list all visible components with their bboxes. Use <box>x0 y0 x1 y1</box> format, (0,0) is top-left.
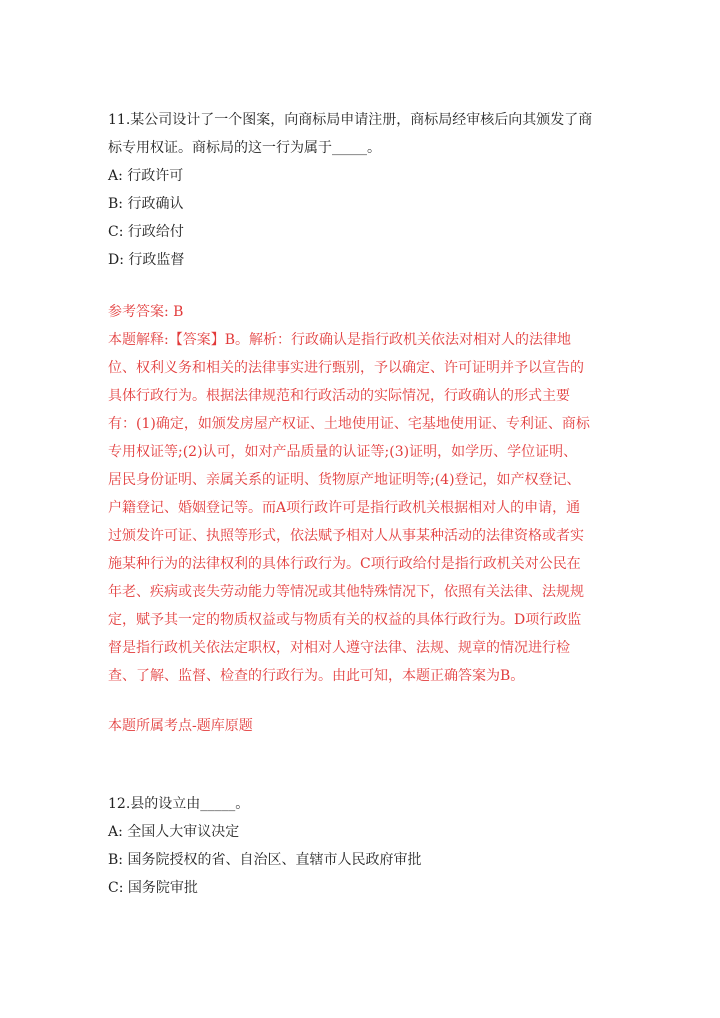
question-11-option-a: A: 行政许可 <box>108 168 184 184</box>
question-12-option-c: C: 国务院审批 <box>108 880 198 896</box>
explanation <box>108 326 608 690</box>
question-12-option-a: A: 全国人大审议决定 <box>108 824 240 840</box>
explanation-line: 定，赋予其一定的物质权益或与物质有关的权益的具体行政行为。D项行政监 <box>108 612 582 628</box>
question-11-stem-line-2: 标专用权证。商标局的这一行为属于_____。 <box>108 140 381 156</box>
question-12-stem: 12.县的设立由_____。 <box>108 796 250 812</box>
explanation-line: 有：(1)确定，如颁发房屋产权证、土地使用证、宅基地使用证、专利证、商标 <box>108 416 590 432</box>
question-11-option-d: D: 行政监督 <box>108 252 185 268</box>
explanation-line: 户籍登记、婚姻登记等。而A项行政许可是指行政机关根据相对人的申请，通 <box>108 500 581 516</box>
document-page <box>108 106 618 902</box>
explanation-line: 本题解释:【答案】B。解析：行政确认是指行政机关依法对相对人的法律地 <box>108 332 572 348</box>
question-12 <box>108 790 618 902</box>
explanation-line: 查、了解、监督、检查的行政行为。由此可知，本题正确答案为B。 <box>108 668 525 684</box>
explanation-line: 施某种行为的法律权利的具体行政行为。C项行政给付是指行政机关对公民在 <box>108 556 581 572</box>
question-12-option-b: B: 国务院授权的省、自治区、直辖市人民政府审批 <box>108 852 422 868</box>
question-source: 本题所属考点-题库原题 <box>108 718 253 734</box>
explanation-line: 过颁发许可证、执照等形式，依法赋予相对人从事某种活动的法律资格或者实 <box>108 528 584 544</box>
explanation-line: 具体行政行为。根据法律规范和行政活动的实际情况，行政确认的形式主要 <box>108 388 570 404</box>
explanation-line: 年老、疾病或丧失劳动能力等情况或其他特殊情况下，依照有关法律、法规规 <box>108 584 584 600</box>
question-11-option-c: C: 行政给付 <box>108 224 184 240</box>
reference-answer: 参考答案: B <box>108 304 184 320</box>
explanation-line: 督是指行政机关依法定职权，对相对人遵守法律、法规、规章的情况进行检 <box>108 640 570 656</box>
explanation-line: 位、权利义务和相关的法律事实进行甄别，予以确定、许可证明并予以宣告的 <box>108 360 584 376</box>
explanation-line: 专用权证等;(2)认可，如对产品质量的认证等;(3)证明，如学历、学位证明、 <box>108 444 578 460</box>
question-11-stem-line-1: 11.某公司设计了一个图案，向商标局申请注册，商标局经审核后向其颁发了商 <box>108 112 593 128</box>
question-11-option-b: B: 行政确认 <box>108 196 184 212</box>
question-11 <box>108 106 618 740</box>
explanation-line: 居民身份证明、亲属关系的证明、货物原产地证明等;(4)登记，如产权登记、 <box>108 472 581 488</box>
